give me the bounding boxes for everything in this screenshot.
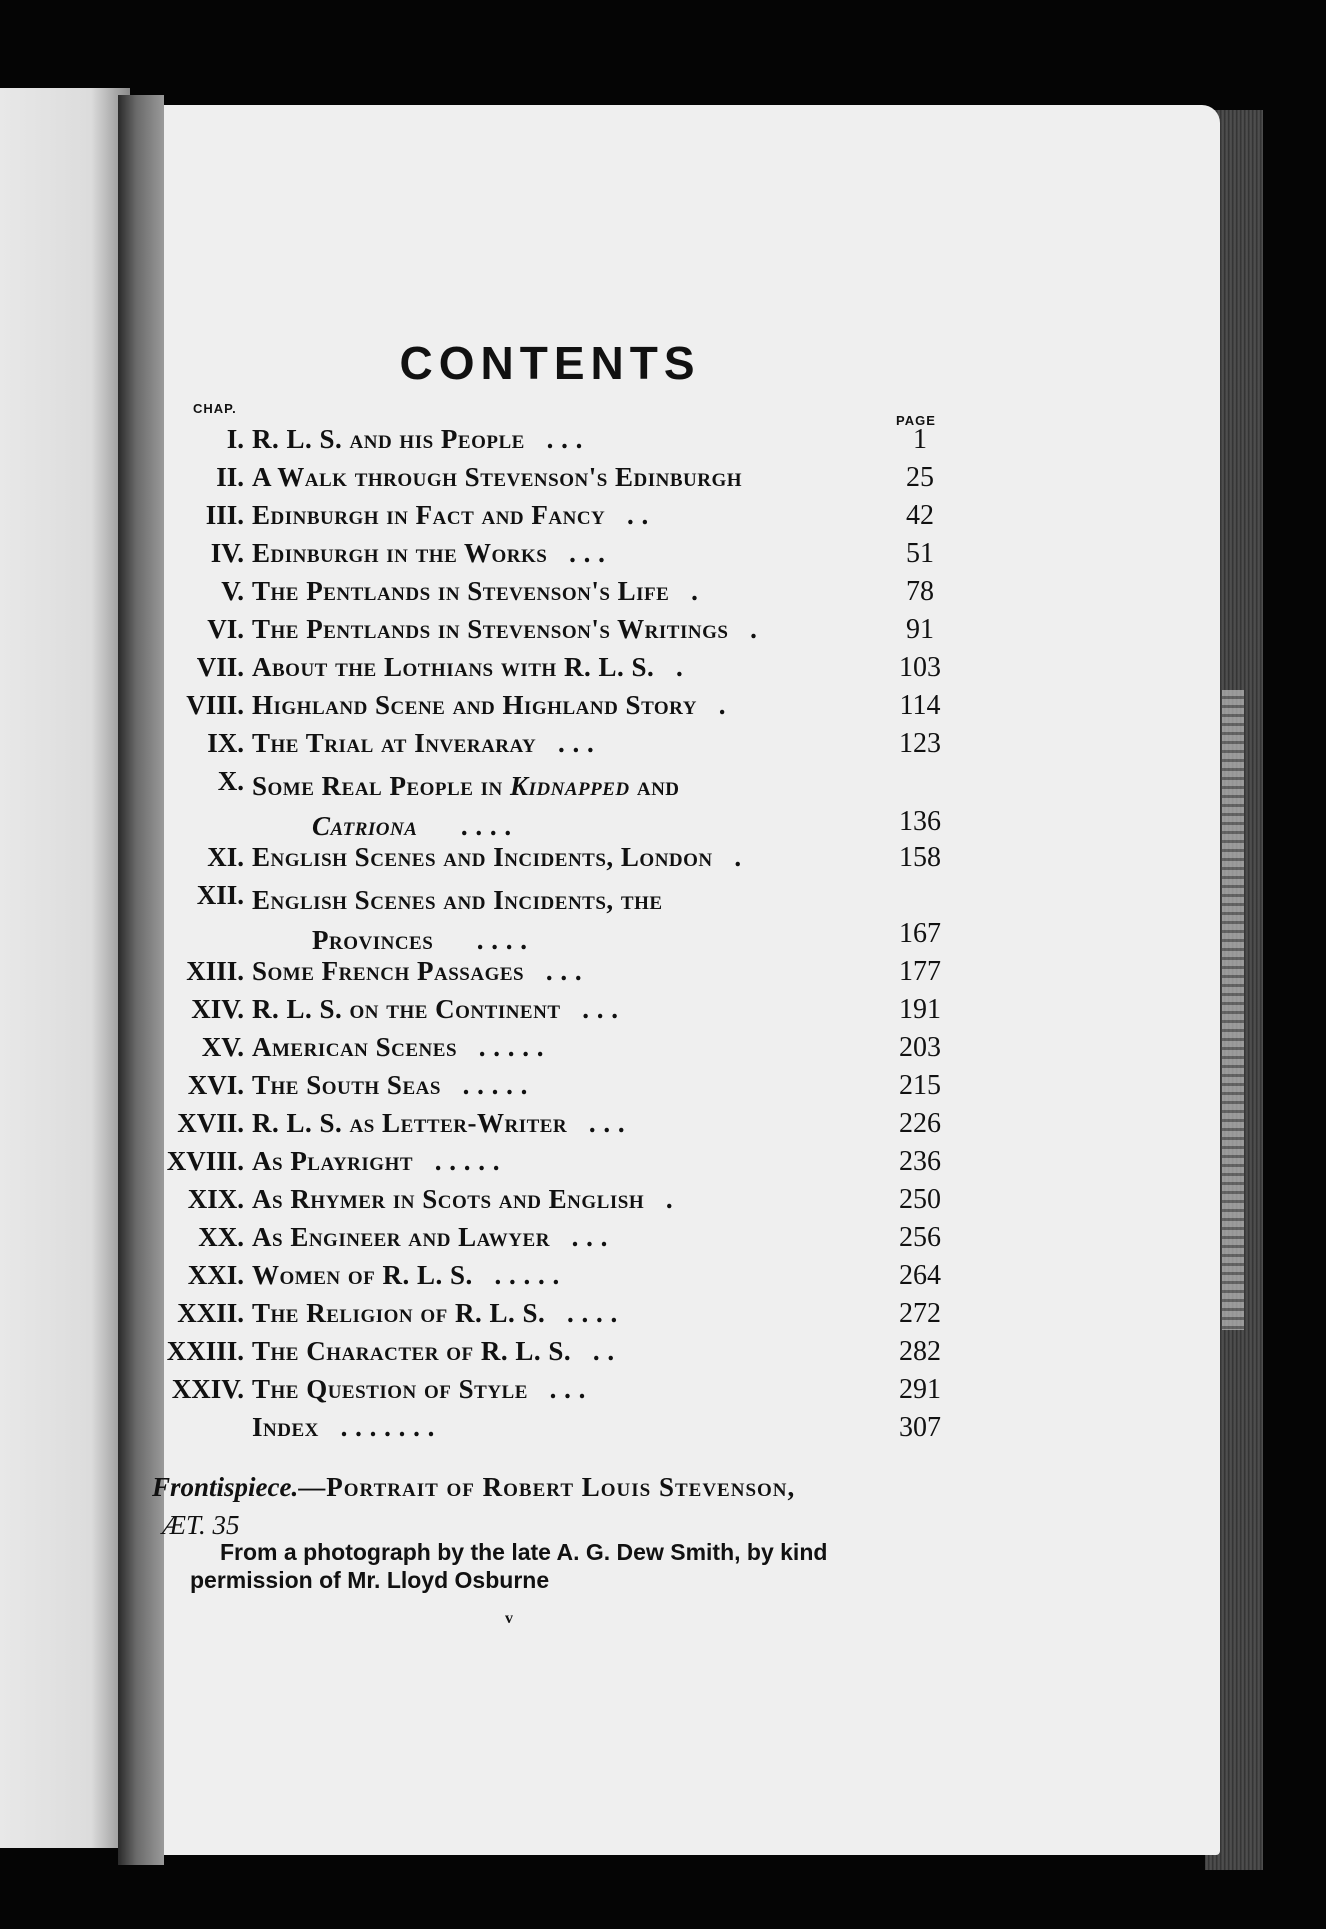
page-number: 51 [906, 538, 934, 569]
chapter-title-text: American Scenes [252, 1032, 458, 1062]
page-number: 191 [899, 994, 941, 1025]
chapter-title [252, 880, 862, 960]
chapter-number: IV. [210, 538, 244, 568]
page-number: 272 [899, 1298, 941, 1329]
leader-dots: . . . . . . . [340, 1412, 435, 1442]
chapter-title [252, 1336, 862, 1367]
leader-dots: . . . . [476, 925, 528, 955]
chapter-number: XIV. [191, 994, 244, 1024]
chapter-title-text: Some Real People in [252, 771, 503, 801]
page-number: 177 [899, 956, 941, 987]
page-number: 158 [899, 842, 941, 873]
chapter-number: XVII. [177, 1108, 244, 1138]
chapter-number: XXIII. [166, 1336, 244, 1366]
chapter-title-text: Some French Passages [252, 956, 525, 986]
chapter-number: XX. [198, 1222, 244, 1252]
chapter-number: V. [221, 576, 244, 606]
chapter-title-text: Edinburgh in the Works [252, 538, 548, 568]
chapter-title-text: A Walk through Stevenson's Edinburgh [252, 462, 743, 492]
leader-dots: . [665, 1184, 674, 1214]
chapter-title [252, 614, 862, 645]
chapter-title-after: and [636, 771, 680, 801]
chapter-title-text: English Scenes and Incidents, London [252, 842, 713, 872]
chapter-title-italic: Kidnapped [509, 771, 630, 801]
page-number: 250 [899, 1184, 941, 1215]
chapter-title-cont-text: Provinces [312, 925, 434, 955]
chapter-number: X. [217, 766, 244, 796]
leader-dots: . [718, 690, 726, 720]
chapter-title-text: The Trial at Inveraray [252, 728, 537, 758]
chapter-title-cont-italic: Catriona [312, 811, 418, 841]
chapter-title-text: About the Lothians with R. L. S. [252, 652, 655, 682]
chapter-title-continuation [252, 806, 862, 846]
leader-dots: . . . [549, 1374, 586, 1404]
chapter-title [252, 462, 862, 493]
chapter-title [252, 1374, 862, 1405]
frontispiece-text: —Portrait of Robert Louis Stevenson, [298, 1472, 796, 1502]
page-number: 42 [906, 500, 934, 531]
page-number: 203 [899, 1032, 941, 1063]
chapter-title [252, 1146, 862, 1177]
chapter-number: III. [205, 500, 244, 530]
chapter-title [252, 728, 862, 759]
page-column-label: PAGE [896, 413, 936, 428]
chapter-title [252, 994, 862, 1025]
chapter-title [252, 1184, 862, 1215]
page-number: 226 [899, 1108, 941, 1139]
leader-dots: . . [627, 500, 649, 530]
page-number: 91 [906, 614, 934, 645]
page-number: 236 [899, 1146, 941, 1177]
chapter-title [252, 1412, 862, 1443]
chapter-number: IX. [207, 728, 244, 758]
page-number: 78 [906, 576, 934, 607]
chapter-title [252, 538, 862, 569]
chapter-title-text: The Pentlands in Stevenson's Writings [252, 614, 729, 644]
leader-dots: . . . . [567, 1298, 618, 1328]
chapter-title-text: R. L. S. and his People [252, 424, 525, 454]
chapter-title [252, 1222, 862, 1253]
chapter-title [252, 652, 862, 683]
leader-dots: . . [592, 1336, 615, 1366]
leader-dots: . . . [546, 424, 583, 454]
leader-dots: . . . [569, 538, 606, 568]
chapter-number: II. [216, 462, 244, 492]
chapter-title-text: The Character of R. L. S. [252, 1336, 572, 1366]
chapter-title-text: Edinburgh in Fact and Fancy [252, 500, 606, 530]
chapter-title-text: The Pentlands in Stevenson's Life [252, 576, 670, 606]
chapter-title [252, 690, 862, 721]
leader-dots: . . . . . [494, 1260, 560, 1290]
chapter-number: XII. [196, 880, 244, 910]
chapter-number: XIII. [186, 956, 244, 986]
chapter-number: XVI. [187, 1070, 244, 1100]
chapter-title [252, 1260, 862, 1291]
chapter-title [252, 500, 862, 531]
chapter-title-text: Highland Scene and Highland Story [252, 690, 697, 720]
leader-dots: . . . . . [434, 1146, 501, 1176]
chapter-number: VI. [207, 614, 244, 644]
leader-dots: . . . [582, 994, 619, 1024]
chapter-number: XXII. [177, 1298, 244, 1328]
leader-dots: . . . . [460, 811, 512, 841]
chapter-title-text: As Engineer and Lawyer [252, 1222, 550, 1252]
leader-dots: . . . [571, 1222, 608, 1252]
chapter-column-label: CHAP. [193, 401, 237, 416]
page-number: 291 [899, 1374, 941, 1405]
page-number: 282 [899, 1336, 941, 1367]
page-number: 103 [899, 652, 941, 683]
chapter-title [252, 842, 862, 873]
chapter-number: XXIV. [171, 1374, 244, 1404]
chapter-title-continuation [252, 920, 862, 960]
page-number: 123 [899, 728, 941, 759]
page-number: 114 [899, 690, 941, 721]
page-number: 256 [899, 1222, 941, 1253]
chapter-number: I. [226, 424, 244, 454]
chapter-title-text: The Question of Style [252, 1374, 528, 1404]
page-number: 25 [906, 462, 934, 493]
chapter-title [252, 576, 862, 607]
chapter-title-text: Index [252, 1412, 319, 1442]
leader-dots: . [675, 652, 684, 682]
chapter-title-text: The South Seas [252, 1070, 441, 1100]
chapter-title-text: English Scenes and Incidents, the [252, 885, 663, 915]
chapter-title [252, 766, 862, 846]
page-number: 1 [913, 424, 927, 455]
leader-dots: . . . . . [462, 1070, 528, 1100]
leader-dots: . [691, 576, 699, 606]
page-number: 264 [899, 1260, 941, 1291]
leader-dots: . [750, 614, 758, 644]
page-number: 307 [899, 1412, 941, 1443]
chapter-title-text: As Playright [252, 1146, 414, 1176]
leader-dots: . . . [545, 956, 583, 986]
chapter-title [252, 424, 862, 455]
frontispiece-label: Frontispiece. [152, 1472, 299, 1502]
chapter-number: XIX. [187, 1184, 244, 1214]
page-folio: v [505, 1610, 513, 1627]
chapter-number: XVIII. [166, 1146, 244, 1176]
leader-dots: . . . [557, 728, 595, 758]
page-number: 136 [899, 806, 941, 837]
chapter-number: VII. [196, 652, 244, 682]
leader-dots: . [734, 842, 742, 872]
frontispiece-caption [152, 1468, 927, 1544]
chapter-title [252, 1070, 862, 1101]
chapter-number: XI. [207, 842, 244, 872]
page-number: 215 [899, 1070, 941, 1101]
page-number: 167 [899, 918, 941, 949]
page-title: CONTENTS [399, 337, 701, 389]
chapter-title-text: The Religion of R. L. S. [252, 1298, 546, 1328]
photo-credit: From a photograph by the late A. G. Dew Smith, by kind permission of Mr. Lloyd Osburne [190, 1539, 828, 1593]
leader-dots: . . . [588, 1108, 626, 1138]
leader-dots: . . . . . [478, 1032, 545, 1062]
chapter-title [252, 1032, 862, 1063]
chapter-title-text: As Rhymer in Scots and English [252, 1184, 645, 1214]
chapter-title-text: Women of R. L. S. [252, 1260, 473, 1290]
chapter-title-text: R. L. S. on the Continent [252, 994, 561, 1024]
chapter-title [252, 1298, 862, 1329]
chapter-number: XXI. [187, 1260, 244, 1290]
chapter-number: XV. [201, 1032, 244, 1062]
chapter-title-text: R. L. S. as Letter-Writer [252, 1108, 568, 1138]
chapter-title [252, 1108, 862, 1139]
frontispiece-age: ÆT. 35 [162, 1510, 240, 1540]
chapter-title [252, 956, 862, 987]
chapter-number: VIII. [186, 690, 244, 720]
